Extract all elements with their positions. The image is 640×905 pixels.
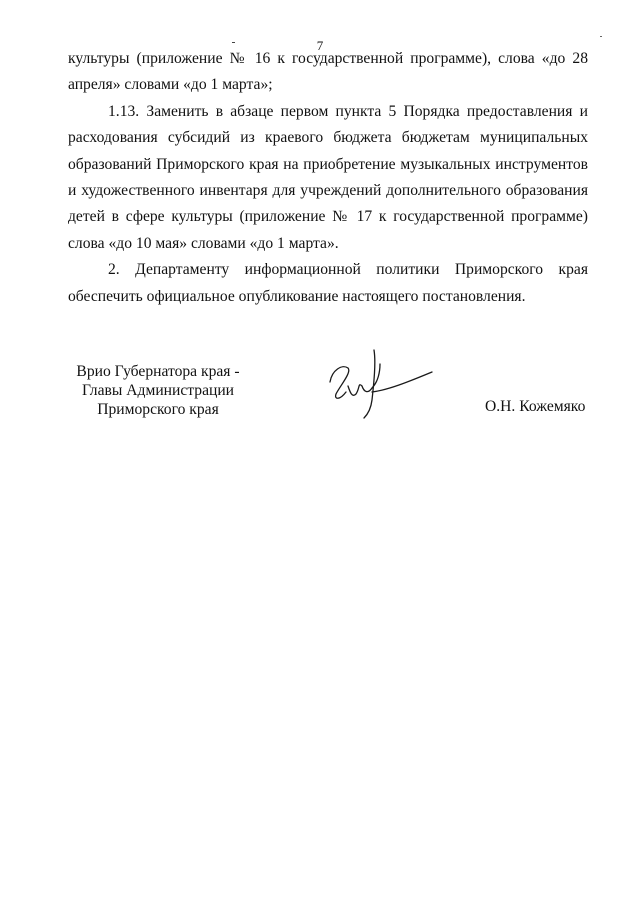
signatory-title [68,362,248,419]
paragraph-1-13: 1.13. Заменить в абзаце первом пункта 5 Порядка предоставления и расходования субсидий из краевого бюджета бюджетам муниципальных образований Приморского края на приобретение музыкальных инструментов и художественного инвентаря для учреждений дополнительного образования детей в сфере культуры (приложение № 17 к государственной программе) слова «до 10 мая» словами «до 1 марта». [68,102,588,252]
signatory-title-line: Главы Администрации [81,382,235,399]
signatory-title-line: Приморского края [97,401,219,418]
paragraph-continuation: культуры (приложение № 16 к государственной программе), слова «до 28 апреля» словами «до 1 марта»; [68,50,588,94]
signatory-title-line: Врио Губернатора края - [76,363,240,380]
page-number: 7 [316,38,324,53]
paragraph-2: 2. Департаменту информационной политики Приморского края обеспечить официальное опубликование настоящего постановления. [68,261,588,305]
document-body [68,46,588,310]
handwritten-signature [318,342,438,422]
signatory-name: О.Н. Кожемяко [485,398,586,415]
scan-speck [600,36,602,37]
